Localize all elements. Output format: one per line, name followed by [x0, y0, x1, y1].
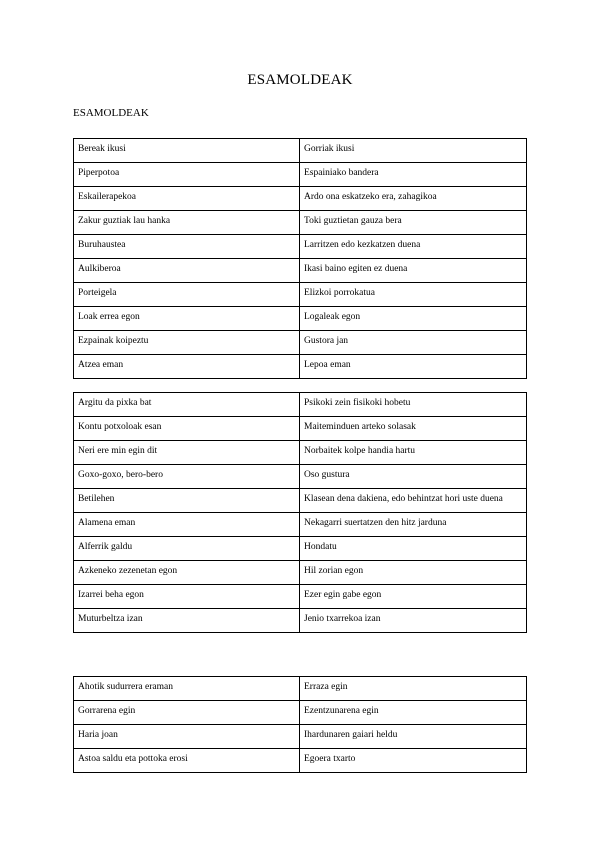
table-row [74, 677, 527, 701]
section-heading: ESAMOLDEAK [73, 107, 149, 119]
table-row [74, 163, 527, 187]
table-row [74, 235, 527, 259]
expression-cell: Muturbeltza izan [74, 609, 300, 633]
expression-cell: Porteigela [74, 283, 300, 307]
table-row [74, 283, 527, 307]
meaning-cell: Egoera txarto [300, 749, 527, 773]
table-row [74, 211, 527, 235]
expression-cell: Zakur guztiak lau hanka [74, 211, 300, 235]
meaning-cell: Toki guztietan gauza bera [300, 211, 527, 235]
meaning-cell: Erraza egin [300, 677, 527, 701]
expression-cell: Astoa saldu eta pottoka erosi [74, 749, 300, 773]
table-row [74, 465, 527, 489]
meaning-cell: Ihardunaren gaiari heldu [300, 725, 527, 749]
table-row [74, 393, 527, 417]
meaning-cell: Klasean dena dakiena, edo behintzat hori uste duena [300, 489, 527, 513]
expression-cell: Aulkiberoa [74, 259, 300, 283]
meaning-cell: Oso gustura [300, 465, 527, 489]
expression-cell: Loak errea egon [74, 307, 300, 331]
table-row [74, 725, 527, 749]
table-row [74, 561, 527, 585]
meaning-cell: Larritzen edo kezkatzen duena [300, 235, 527, 259]
meaning-cell: Ezentzunarena egin [300, 701, 527, 725]
page-title: ESAMOLDEAK [247, 72, 353, 88]
expression-cell: Izarrei beha egon [74, 585, 300, 609]
meaning-cell: Elizkoi porrokatua [300, 283, 527, 307]
expressions-table-1 [73, 138, 527, 379]
table-row [74, 749, 527, 773]
table-row [74, 701, 527, 725]
expression-cell: Buruhaustea [74, 235, 300, 259]
expression-cell: Alamena eman [74, 513, 300, 537]
expression-cell: Ahotik sudurrera eraman [74, 677, 300, 701]
expressions-table-2 [73, 392, 527, 633]
expression-cell: Ezpainak koipeztu [74, 331, 300, 355]
meaning-cell: Norbaitek kolpe handia hartu [300, 441, 527, 465]
meaning-cell: Maiteminduen arteko solasak [300, 417, 527, 441]
table-row [74, 585, 527, 609]
table-row [74, 609, 527, 633]
meaning-cell: Hondatu [300, 537, 527, 561]
meaning-cell: Gustora jan [300, 331, 527, 355]
expression-cell: Argitu da pixka bat [74, 393, 300, 417]
table-row [74, 259, 527, 283]
meaning-cell: Hil zorian egon [300, 561, 527, 585]
meaning-cell: Jenio txarrekoa izan [300, 609, 527, 633]
meaning-cell: Ardo ona eskatzeko era, zahagikoa [300, 187, 527, 211]
expression-cell: Neri ere min egin dit [74, 441, 300, 465]
meaning-cell: Nekagarri suertatzen den hitz jarduna [300, 513, 527, 537]
expression-cell: Eskailerapekoa [74, 187, 300, 211]
meaning-cell: Lepoa eman [300, 355, 527, 379]
table-row [74, 537, 527, 561]
table-row [74, 187, 527, 211]
meaning-cell: Psikoki zein fisikoki hobetu [300, 393, 527, 417]
expression-cell: Haria joan [74, 725, 300, 749]
table-row [74, 441, 527, 465]
table-row [74, 307, 527, 331]
expression-cell: Piperpotoa [74, 163, 300, 187]
expression-cell: Alferrik galdu [74, 537, 300, 561]
expression-cell: Gorrarena egin [74, 701, 300, 725]
meaning-cell: Ezer egin gabe egon [300, 585, 527, 609]
meaning-cell: Gorriak ikusi [300, 139, 527, 163]
meaning-cell: Ikasi baino egiten ez duena [300, 259, 527, 283]
expression-cell: Betilehen [74, 489, 300, 513]
expression-cell: Kontu potxoloak esan [74, 417, 300, 441]
table-row [74, 355, 527, 379]
table-row [74, 417, 527, 441]
expression-cell: Goxo-goxo, bero-bero [74, 465, 300, 489]
expressions-table-3 [73, 676, 527, 773]
expression-cell: Bereak ikusi [74, 139, 300, 163]
table-row [74, 139, 527, 163]
expression-cell: Atzea eman [74, 355, 300, 379]
meaning-cell: Espainiako bandera [300, 163, 527, 187]
table-row [74, 331, 527, 355]
table-row [74, 489, 527, 513]
meaning-cell: Logaleak egon [300, 307, 527, 331]
expression-cell: Azkeneko zezenetan egon [74, 561, 300, 585]
table-row [74, 513, 527, 537]
